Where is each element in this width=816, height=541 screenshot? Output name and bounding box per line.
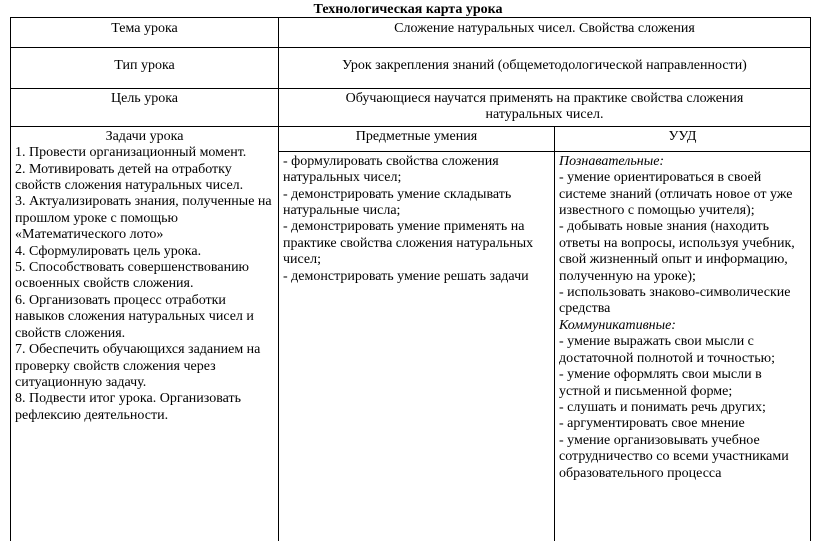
task-item: 1. Провести организационный момент. bbox=[15, 145, 247, 161]
communicative-item: - умение оформлять свои мысли в устной и письменной форме; bbox=[559, 367, 762, 399]
task-item: 8. Подвести итог урока. Организовать рефлексию деятельности. bbox=[15, 391, 241, 423]
cognitive-item: - добывать новые знания (находить ответы на вопросы, используя учебник, свой жизненный опыт и информацию, полученную на уроке); bbox=[559, 219, 795, 284]
tasks-header: Задачи урока bbox=[105, 128, 184, 144]
task-item: 2. Мотивировать детей на отработку свойств сложения натуральных чисел. bbox=[15, 161, 244, 194]
communicative-item: - слушать и понимать речь других; bbox=[559, 399, 766, 415]
tasks-cell bbox=[11, 126, 279, 541]
subject-skill-item: - демонстрировать умение решать задачи bbox=[283, 268, 529, 284]
cognitive-item: - использовать знаково-символические средства bbox=[559, 285, 791, 317]
communicative-item: - умение организовывать учебное сотрудничество со всеми участниками образовательного процесса bbox=[559, 432, 789, 481]
goal-row bbox=[11, 89, 811, 127]
task-item: 6. Организовать процесс отработки навыков сложения натуральных чисел и свойств сложения. bbox=[15, 292, 254, 341]
type-value: Урок закрепления знаний (общеметодологической направленности) bbox=[279, 48, 811, 89]
subject-skill-item: - демонстрировать умение складывать натуральные числа; bbox=[283, 186, 512, 219]
cognitive-label: Познавательные: bbox=[559, 153, 665, 169]
task-item: 7. Обеспечить обучающихся заданием на проверку свойств сложения через ситуационную задачу. bbox=[15, 342, 261, 390]
task-item: 3. Актуализировать знания, полученные на прошлом уроке с помощью «Математического лото» bbox=[15, 194, 272, 243]
document-title: Технологическая карта урока bbox=[313, 2, 503, 17]
subject-skills-cell bbox=[279, 151, 555, 541]
lesson-map-table bbox=[10, 17, 811, 541]
subject-skills-header: Предметные умения bbox=[279, 126, 555, 151]
uud-header: УУД bbox=[555, 126, 811, 151]
communicative-item: - аргументировать свое мнение bbox=[559, 416, 745, 432]
goal-value: Обучающиеся научатся применять на практике свойства сложения натуральных чисел. bbox=[279, 89, 811, 127]
communicative-label: Коммуникативные: bbox=[559, 317, 676, 333]
type-label: Тип урока bbox=[11, 48, 279, 89]
type-row bbox=[11, 48, 811, 89]
goal-label: Цель урока bbox=[11, 89, 279, 127]
cognitive-item: - умение ориентироваться в своей системе знаний (отличать новое от уже известного с помощью учителя); bbox=[559, 170, 793, 219]
topic-row bbox=[11, 18, 811, 48]
uud-cell bbox=[555, 151, 811, 541]
details-row bbox=[11, 126, 811, 151]
task-item: 4. Сформулировать цель урока. bbox=[15, 243, 202, 259]
subject-skill-item: - демонстрировать умение применять на практике свойства сложения натуральных чисел; bbox=[283, 219, 534, 268]
topic-value: Сложение натуральных чисел. Свойства сложения bbox=[279, 18, 811, 48]
communicative-item: - умение выражать свои мысли с достаточной полнотой и точностью; bbox=[559, 334, 775, 366]
topic-label: Тема урока bbox=[11, 18, 279, 48]
subject-skill-item: - формулировать свойства сложения натуральных чисел; bbox=[283, 153, 499, 186]
task-item: 5. Способствовать совершенствованию освоенных свойств сложения. bbox=[15, 260, 250, 292]
